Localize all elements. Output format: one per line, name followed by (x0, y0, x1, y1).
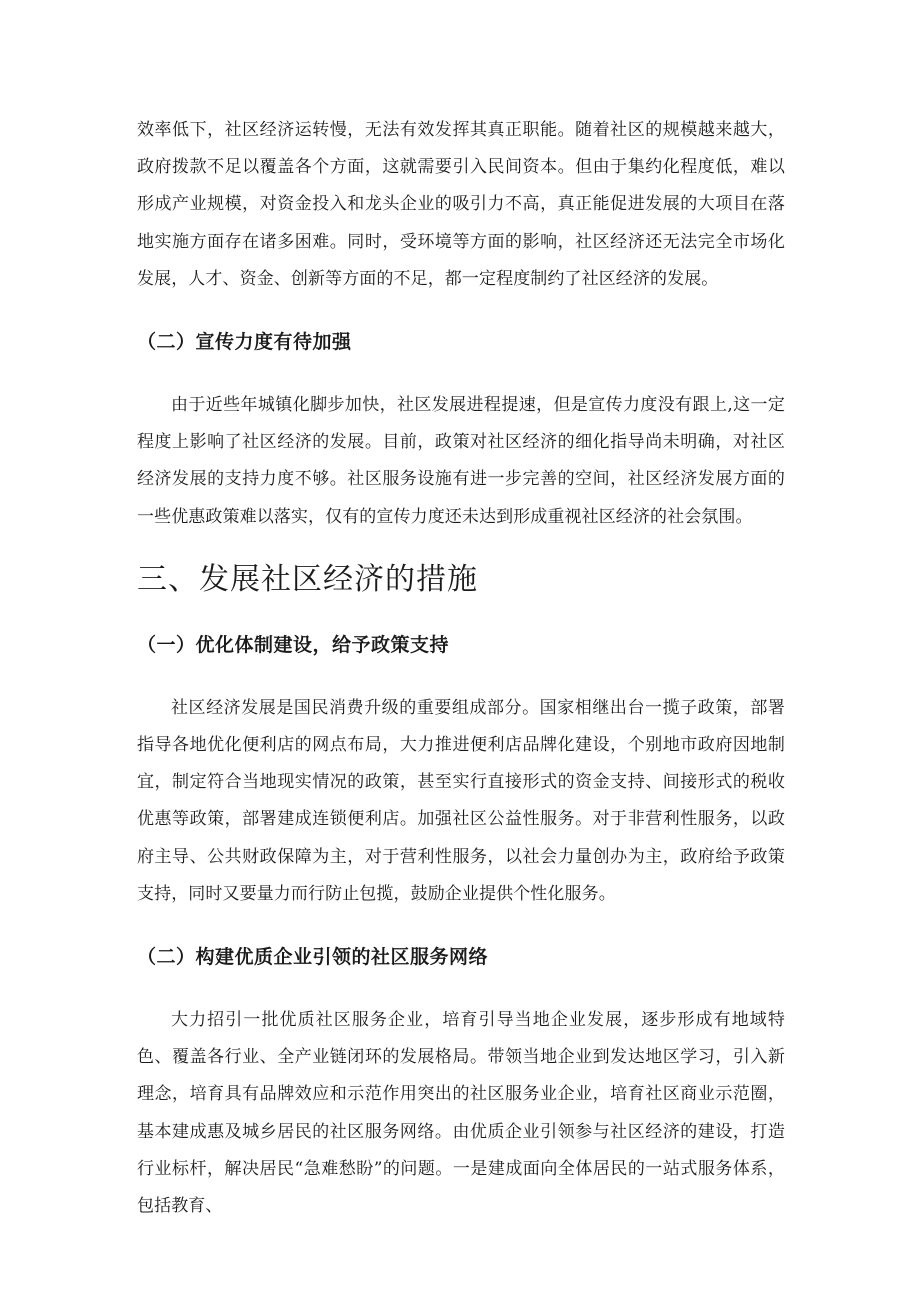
spacer (137, 660, 785, 690)
paragraph-2-2: 由于近些年城镇化脚步加快，社区发展进程提速，但是宣传力度没有跟上,这一定程度上影响了社区经济的发展。目前，政策对社区经济的细化指导尚未明确，对社区经济发展的支持力度不够。社区服务设施有进一步完善的空间，社区经济发展方面的一些优惠政策难以落实，仅有的宣传力度还未达到形成重视社区经济的社会氛围。 (137, 395, 785, 527)
spacer (137, 600, 785, 630)
section-heading-3: 三、发展社区经济的措施 (137, 561, 478, 597)
spacer (137, 357, 785, 387)
paragraph-intro: 效率低下，社区经济运转慢，无法有效发挥其真正职能。随着社区的规模越来越大，政府拨款不足以覆盖各个方面，这就需要引入民间资本。但由于集约化程度低，难以形成产业规模，对资金投入和龙头企业的吸引力不高，真正能促进发展的大项目在落地实施方面存在诸多困难。同时，受环境等方面的影响，社区经济还无法完全市场化发展，人才、资金、创新等方面的不足，都一定程度制约了社区经济的发展。 (137, 120, 785, 289)
spacer (137, 536, 785, 560)
spacer (137, 913, 785, 942)
spacer (137, 298, 785, 327)
subheading-3-2: （二）构建优质企业引领的社区服务网络 (137, 946, 489, 969)
document-body (137, 112, 785, 1225)
paragraph-3-2: 大力招引一批优质社区服务企业，培育引导当地企业发展，逐步形成有地域特色、覆盖各行业、全产业链闭环的发展格局。带领当地企业到发达地区学习，引入新理念，培育具有品牌效应和示范作用突出的社区服务业企业，培育社区商业示范圈，基本建成惠及城乡居民的社区服务网络。由优质企业引领参与社区经济的建设，打造行业标杆，解决居民“急难愁盼”的问题。一是建成面向全体居民的一站式服务体系，包括教育、 (137, 1010, 785, 1217)
subheading-2-2: （二）宣传力度有待加强 (137, 331, 352, 354)
spacer (137, 972, 785, 1002)
subheading-3-1: （一）优化体制建设，给予政策支持 (137, 633, 450, 656)
paragraph-3-1: 社区经济发展是国民消费升级的重要组成部分。国家相继出台一揽子政策，部署指导各地优化便利店的网点布局，大力推进便利店品牌化建设，个别地市政府因地制宜，制定符合当地现实情况的政策，甚至实行直接形式的资金支持、间接形式的税收优惠等政策，部署建成连锁便利店。加强社区公益性服务。对于非营利性服务，以政府主导、公共财政保障为主，对于营利性服务，以社会力量创办为主，政府给予政策支持，同时又要量力而行防止包揽，鼓励企业提供个性化服务。 (137, 697, 785, 904)
